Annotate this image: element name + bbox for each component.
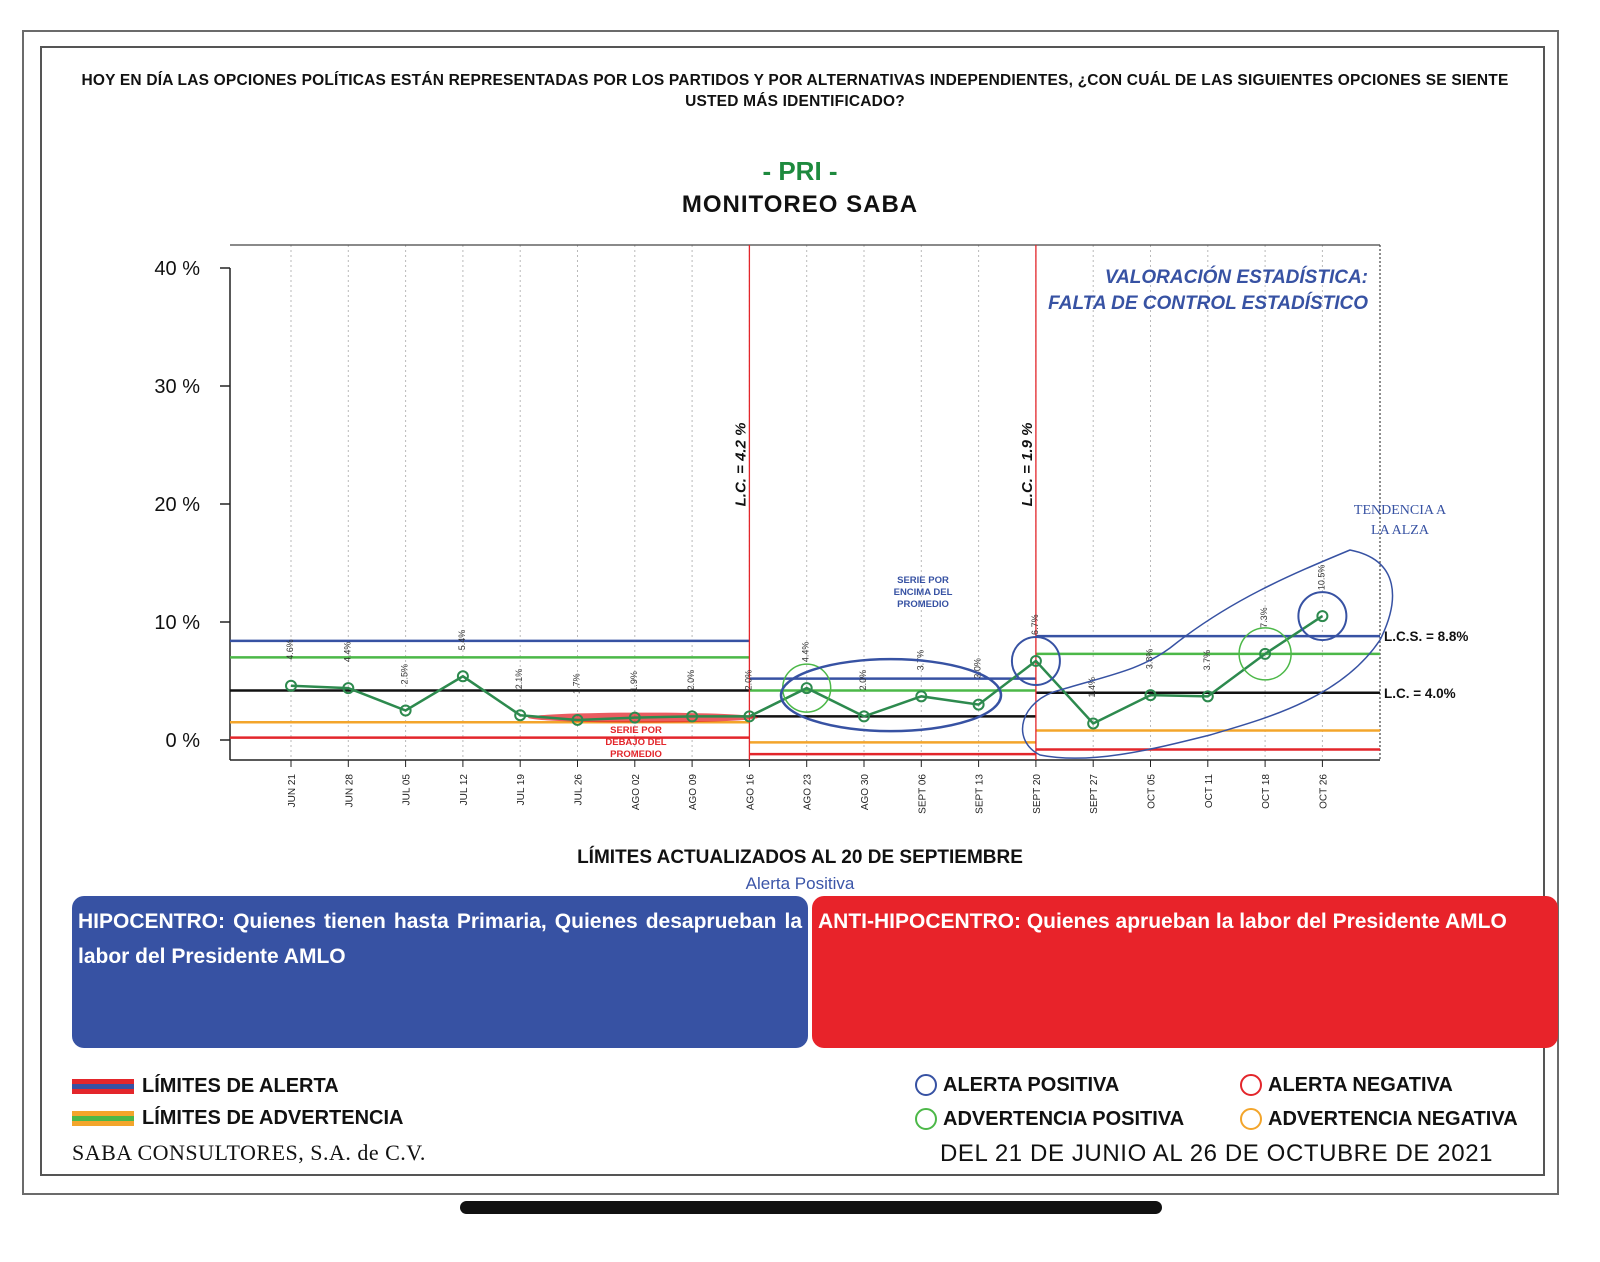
legend-row-warnings xyxy=(915,1102,1555,1136)
alert-subtitle: Alerta Positiva xyxy=(745,874,855,893)
anti-hipocentro-box: ANTI-HIPOCENTRO: Quienes aprueban la labor del Presidente AMLO xyxy=(812,896,1558,1048)
company-name: SABA CONSULTORES, S.A. de C.V. xyxy=(72,1140,426,1165)
party-label: - PRI - xyxy=(762,156,838,186)
limits-title: LÍMITES ACTUALIZADOS AL 20 DE SEPTIEMBRE xyxy=(577,847,1023,868)
serie-debajo-label: SERIE POR xyxy=(610,725,662,736)
blue-circle-icon xyxy=(915,1074,937,1096)
data-label: 4.6% xyxy=(285,639,295,660)
y-tick-label: 20 % xyxy=(154,494,200,516)
lc-label: L.C. = 4.0% xyxy=(1384,685,1456,701)
y-tick-label: 30 % xyxy=(154,376,200,398)
serie-encima-label: ENCIMA DEL xyxy=(893,587,953,598)
data-label: 1.9% xyxy=(628,671,639,692)
x-tick-label: OCT 26 xyxy=(1318,774,1330,809)
data-label: 2.5% xyxy=(399,663,410,685)
data-label: 3.7% xyxy=(1201,649,1212,671)
x-tick-label: SEPT 20 xyxy=(1031,774,1043,814)
x-tick-label: OCT 18 xyxy=(1261,774,1273,809)
data-label: 5.4% xyxy=(456,629,467,651)
legend-alert-limits xyxy=(72,1070,404,1102)
orange-circle-icon xyxy=(1240,1108,1262,1130)
period-center-label: L.C. = 1.9 % xyxy=(1018,422,1036,507)
serie-debajo-label: DEBAJO DEL xyxy=(605,737,667,748)
chart-title: MONITOREO SABA xyxy=(681,191,919,218)
home-indicator[interactable] xyxy=(460,1201,1162,1214)
data-label: 3.0% xyxy=(972,658,983,679)
x-tick-label: AGO 16 xyxy=(745,774,757,811)
series-line xyxy=(291,616,1322,723)
period-center-label: L.C. = 4.2 % xyxy=(732,422,750,507)
valoracion-line-1: VALORACIÓN ESTADÍSTICA: xyxy=(1104,267,1368,288)
data-label: 3.8% xyxy=(1144,648,1155,670)
survey-question: HOY EN DÍA LAS OPCIONES POLÍTICAS ESTÁN REPRESENTADAS POR LOS PARTIDOS Y POR ALTERNATIVAS INDEPENDIENTES, ¿CON CUÁL DE LAS SIGUIENTES OPCIONES SE SIENTE USTED MÁS IDENTIFICADO? xyxy=(81,72,1509,110)
green-circle-icon xyxy=(915,1108,937,1130)
x-tick-label: OCT 05 xyxy=(1146,774,1158,809)
data-label: 1.4% xyxy=(1087,676,1098,698)
data-label: 2.0% xyxy=(858,669,868,691)
serie-encima-label: PROMEDIO xyxy=(897,599,949,610)
above-average-ellipse xyxy=(781,659,1001,731)
legend-advertencia-negativa-label: ADVERTENCIA NEGATIVA xyxy=(1268,1107,1518,1130)
x-tick-label: SEPT 13 xyxy=(974,774,986,814)
data-label: 4.4% xyxy=(800,641,811,663)
x-tick-label: AGO 02 xyxy=(630,774,642,811)
x-tick-label: OCT 11 xyxy=(1203,774,1215,809)
x-tick-label: JUL 05 xyxy=(401,774,413,806)
period-range: DEL 21 DE JUNIO AL 26 DE OCTUBRE DE 2021 xyxy=(940,1140,1494,1167)
signal-legend xyxy=(915,1068,1555,1136)
x-tick-label: AGO 30 xyxy=(860,774,871,811)
legend-advertencia-negativa xyxy=(1240,1108,1518,1131)
alert-limits-swatch xyxy=(72,1079,134,1094)
legend-alerta-negativa xyxy=(1240,1074,1453,1097)
warn-limits-swatch xyxy=(72,1111,134,1126)
legend-alerta-positiva-label: ALERTA POSITIVA xyxy=(943,1073,1120,1096)
x-tick-label: AGO 23 xyxy=(802,774,814,811)
legend-warn-limits xyxy=(72,1102,404,1134)
valoracion-line-2: FALTA DE CONTROL ESTADÍSTICO xyxy=(1048,293,1368,314)
y-tick-label: 40 % xyxy=(154,258,200,280)
data-label: 10.5% xyxy=(1316,564,1327,591)
hipocentro-box: HIPOCENTRO: Quienes tienen hasta Primaria, Quienes desaprueban la labor del Presidente AMLO xyxy=(72,896,808,1048)
data-label: 6.7% xyxy=(1029,614,1040,635)
data-label: 1.7% xyxy=(571,673,582,694)
data-label: 7.3% xyxy=(1259,607,1270,628)
lcs-label: L.C.S. = 8.8% xyxy=(1384,629,1469,645)
x-tick-label: JUN 21 xyxy=(287,774,298,808)
legend-warn-limits-label: LÍMITES DE ADVERTENCIA xyxy=(142,1106,404,1129)
legend-alerta-positiva xyxy=(915,1074,1240,1097)
x-tick-label: SEPT 27 xyxy=(1089,774,1101,814)
serie-encima-label: SERIE POR xyxy=(897,575,949,586)
limits-legend xyxy=(72,1070,404,1134)
data-label: 2.1% xyxy=(514,668,525,690)
x-tick-label: AGO 09 xyxy=(688,774,700,811)
data-label: 2.0% xyxy=(743,669,754,691)
red-circle-icon xyxy=(1240,1074,1262,1096)
legend-alerta-negativa-label: ALERTA NEGATIVA xyxy=(1268,1073,1453,1096)
y-tick-label: 10 % xyxy=(154,612,200,634)
legend-row-alerts xyxy=(915,1068,1555,1102)
legend-advertencia-positiva xyxy=(915,1108,1240,1131)
x-tick-label: JUN 28 xyxy=(344,774,356,808)
legend-advertencia-positiva-label: ADVERTENCIA POSITIVA xyxy=(943,1107,1185,1130)
serie-debajo-label: PROMEDIO xyxy=(610,749,662,760)
tendencia-line-2: LA ALZA xyxy=(1371,523,1429,538)
x-tick-label: JUL 26 xyxy=(573,774,585,806)
tendencia-line-1: TENDENCIA A xyxy=(1353,503,1447,518)
data-label: 3.7% xyxy=(915,649,926,671)
data-label: 2.0% xyxy=(686,669,697,691)
x-tick-label: JUL 19 xyxy=(516,774,528,806)
data-label: 4.4% xyxy=(342,641,353,663)
y-tick-label: 0 % xyxy=(165,730,200,752)
legend-alert-limits-label: LÍMITES DE ALERTA xyxy=(142,1074,339,1097)
x-tick-label: JUL 12 xyxy=(458,774,470,806)
x-tick-label: SEPT 06 xyxy=(917,774,929,814)
